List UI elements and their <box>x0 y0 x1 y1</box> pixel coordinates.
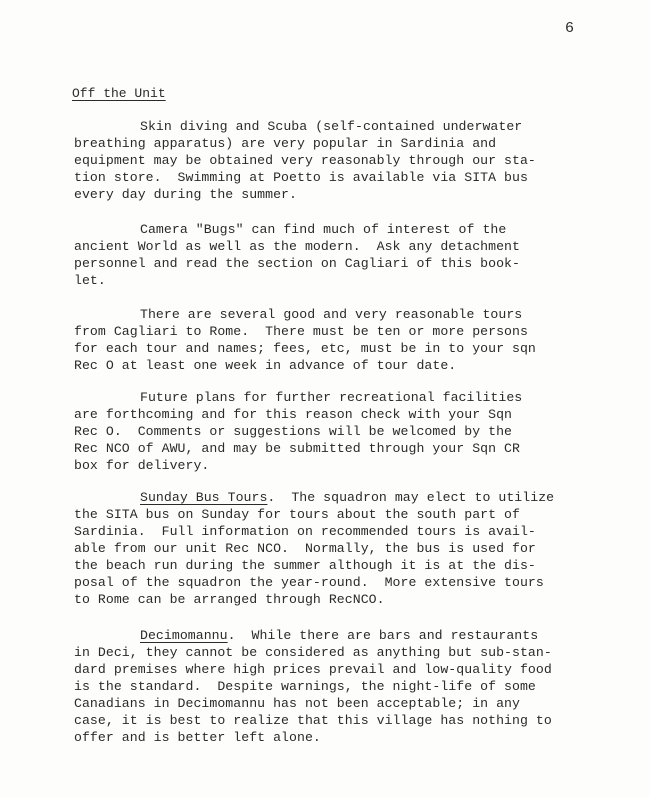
paragraph-line: the SITA bus on Sunday for tours about the south part of <box>74 507 520 522</box>
paragraph-line: offer and is better left alone. <box>74 730 321 745</box>
paragraph-skin-diving <box>74 118 584 203</box>
paragraph-first-line <box>74 627 584 644</box>
paragraph-title: Sunday Bus Tours <box>140 490 268 505</box>
paragraph-line: box for delivery. <box>74 458 210 473</box>
paragraph-line: equipment may be obtained very reasonably through our sta- <box>74 153 536 168</box>
paragraph-line: tion store. Swimming at Poetto is available via SITA bus <box>74 170 528 185</box>
paragraph-line: Canadians in Decimomannu has not been acceptable; in any <box>74 696 520 711</box>
paragraph-future-plans <box>74 389 584 474</box>
paragraph-first-line-text: . While there are bars and restaurants <box>227 628 539 643</box>
section-heading: Off the Unit <box>72 86 166 101</box>
paragraph-line: ancient World as well as the modern. Ask any detachment <box>74 239 520 254</box>
paragraph-line: to Rome can be arranged through RecNCO. <box>74 592 385 607</box>
paragraph-line: case, it is best to realize that this village has nothing to <box>74 713 552 728</box>
paragraph-line: from Cagliari to Rome. There must be ten or more persons <box>74 324 528 339</box>
paragraph-line: able from our unit Rec NCO. Normally, the bus is used for <box>74 541 536 556</box>
paragraph-line: Skin diving and Scuba (self-contained underwater <box>140 119 523 134</box>
paragraph-line: Rec NCO of AWU, and may be submitted through your Sqn CR <box>74 441 520 456</box>
page-number: 6 <box>565 20 575 37</box>
paragraph-line: Rec O at least one week in advance of tour date. <box>74 358 457 373</box>
paragraph-line: are forthcoming and for this reason check with your Sqn <box>74 407 513 422</box>
paragraph-line: Sardinia. Full information on recommended tours is avail- <box>74 524 536 539</box>
paragraph-line: Camera "Bugs" can find much of interest of the <box>140 222 507 237</box>
paragraph-line: for each tour and names; fees, etc, must be in to your sqn <box>74 341 536 356</box>
paragraph-line: every day during the summer. <box>74 187 297 202</box>
paragraph-sunday-bus-tours <box>74 489 584 608</box>
paragraph-title: Decimomannu <box>140 628 228 643</box>
paragraph-camera-bugs <box>74 221 584 289</box>
paragraph-line: is the standard. Despite warnings, the night-life of some <box>74 679 536 694</box>
paragraph-line: let. <box>74 273 106 288</box>
paragraph-line: There are several good and very reasonable tours <box>140 307 523 322</box>
paragraph-decimomannu <box>74 627 584 746</box>
paragraph-first-line <box>74 489 584 506</box>
paragraph-line: breathing apparatus) are very popular in Sardinia and <box>74 136 497 151</box>
paragraph-line: Future plans for further recreational facilities <box>140 390 523 405</box>
paragraph-tours-rome <box>74 306 584 374</box>
paragraph-line: in Deci, they cannot be considered as anything but sub-stan- <box>74 645 552 660</box>
paragraph-line: dard premises where high prices prevail and low-quality food <box>74 662 552 677</box>
paragraph-line: the beach run during the summer although it is at the dis- <box>74 558 536 573</box>
paragraph-first-line-text: . The squadron may elect to utilize <box>267 490 555 505</box>
paragraph-line: Rec O. Comments or suggestions will be welcomed by the <box>74 424 513 439</box>
paragraph-line: posal of the squadron the year-round. More extensive tours <box>74 575 544 590</box>
paragraph-line: personnel and read the section on Cagliari of this book- <box>74 256 520 271</box>
